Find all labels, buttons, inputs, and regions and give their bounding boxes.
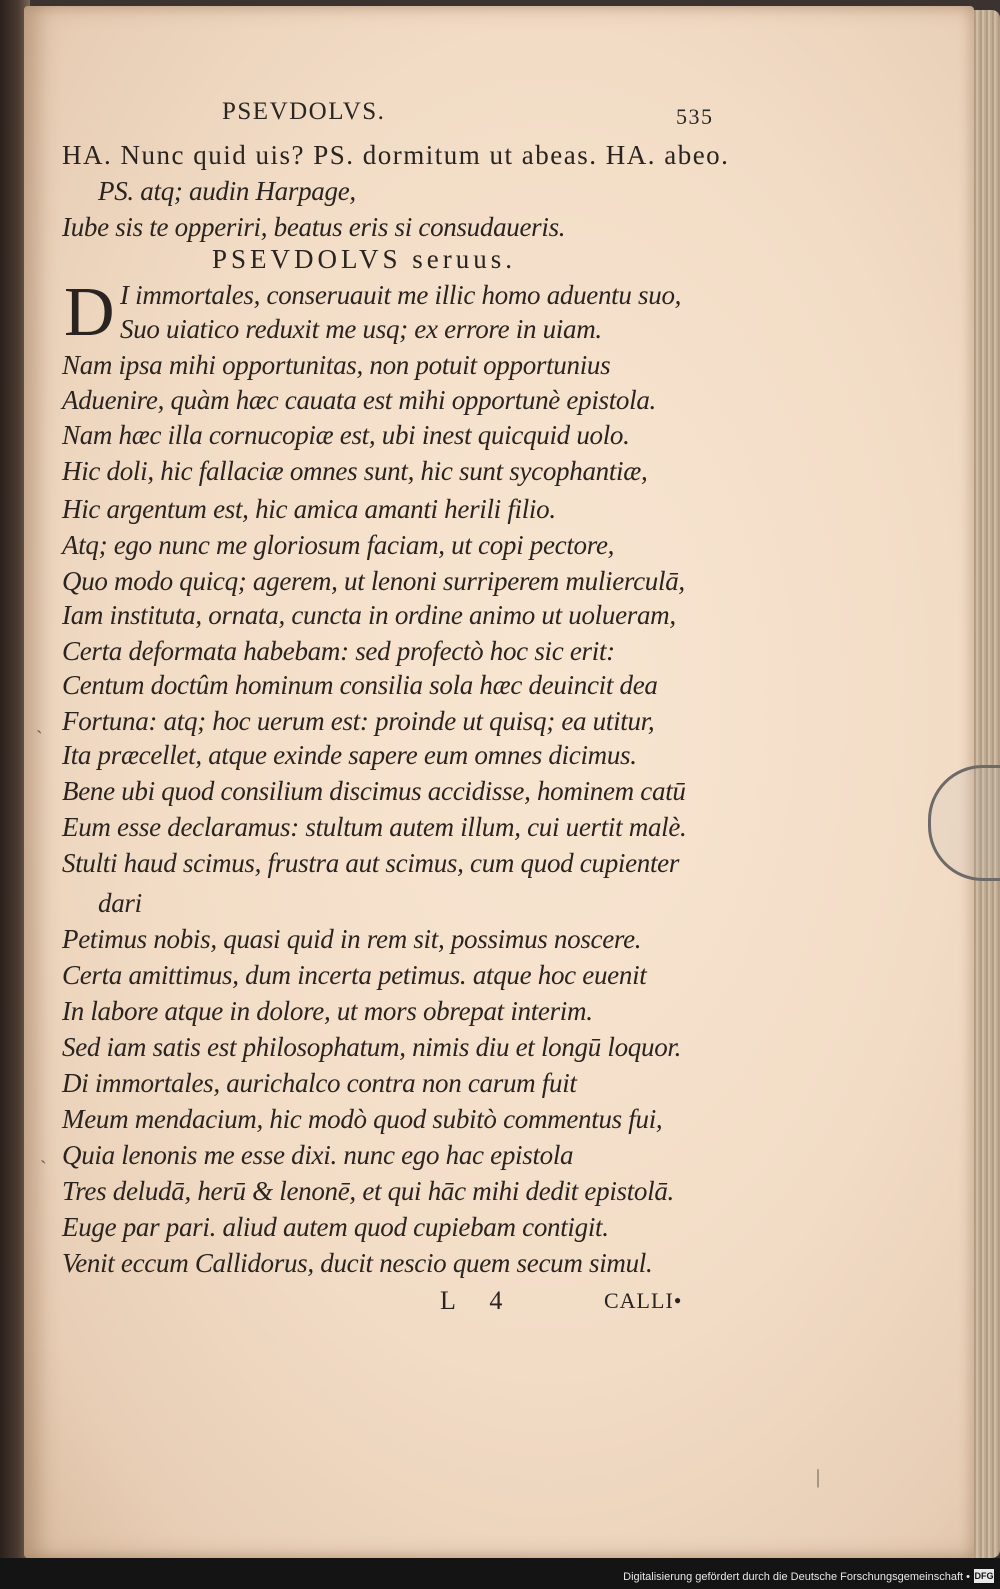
margin-mark: | <box>816 1466 821 1488</box>
text-line: Fortuna: atq; hoc uerum est: proinde ut quisq; ea utitur, <box>62 706 655 736</box>
page-number: 535 <box>676 104 714 129</box>
text-line: Iube sis te opperiri, beatus eris si consudaueris. <box>62 212 566 242</box>
text-line: PS. atq; audin Harpage, <box>98 176 356 206</box>
text-line: Sed iam satis est philosophatum, nimis diu et longū loquor. <box>62 1032 682 1062</box>
text-line: Venit eccum Callidorus, ducit nescio quem secum simul. <box>62 1248 653 1278</box>
catchword: CALLI• <box>604 1288 683 1313</box>
scene-heading: PSEVDOLVS seruus. <box>212 244 517 274</box>
text-line: dari <box>98 888 142 918</box>
text-line: In labore atque in dolore, ut mors obrepat interim. <box>62 996 593 1026</box>
text-line: Nam hæc illa cornucopiæ est, ubi inest quicquid uolo. <box>62 420 630 450</box>
text-line: Di immortales, aurichalco contra non carum fuit <box>62 1068 577 1098</box>
text-line: Centum doctûm hominum consilia sola hæc deuincit dea <box>62 670 658 700</box>
text-line: Tres deludā, herū & lenonē, et qui hāc mihi dedit epistolā. <box>62 1176 674 1206</box>
text-line: Atq; ego nunc me gloriosum faciam, ut copi pectore, <box>62 530 615 560</box>
running-head: PSEVDOLVS. <box>222 98 386 125</box>
dfg-logo: DFG <box>974 1571 994 1581</box>
margin-mark: ˏ <box>40 1142 47 1164</box>
funding-credit: Digitalisierung gefördert durch die Deutsche Forschungsgemeinschaft • <box>623 1571 970 1583</box>
text-line: Aduenire, quàm hæc cauata est mihi opportunè epistola. <box>62 385 656 415</box>
text-line: Certa amittimus, dum incerta petimus. atque hoc euenit <box>62 960 647 990</box>
text-line: Quia lenonis me esse dixi. nunc ego hac epistola <box>62 1140 574 1170</box>
text-line: Ita præcellet, atque exinde sapere eum omnes dicimus. <box>62 740 637 770</box>
text-line: Eum esse declaramus: stultum autem illum, cui uertit malè. <box>62 812 687 842</box>
signature-mark: L 4 <box>440 1286 517 1315</box>
text-line: Euge par pari. aliud autem quod cupiebam contigit. <box>62 1212 609 1242</box>
text-line: Suo uiatico reduxit me usq; ex errore in uiam. <box>120 314 602 344</box>
text-line: HA. Nunc quid uis? PS. dormitum ut abeas. HA. abeo. <box>62 140 730 170</box>
text-line: Nam ipsa mihi opportunitas, non potuit opportunius <box>62 350 611 380</box>
text-line: Petimus nobis, quasi quid in rem sit, possimus noscere. <box>62 924 642 954</box>
margin-mark: ˎ <box>36 712 43 734</box>
text-line: Meum mendacium, hic modò quod subitò commentus fui, <box>62 1104 663 1134</box>
text-line: Stulti haud scimus, frustra aut scimus, cum quod cupienter <box>62 848 680 878</box>
text-line: Quo modo quicq; agerem, ut lenoni surriperem mulierculā, <box>62 566 685 596</box>
text-line: Certa deformata habebam: sed profectò hoc sic erit: <box>62 636 615 666</box>
text-line: Bene ubi quod consilium discimus accidisse, hominem catū <box>62 776 686 806</box>
text-line: I immortales, conseruauit me illic homo aduentu suo, <box>120 280 682 310</box>
drop-cap: D <box>64 274 115 351</box>
text-line: Hic doli, hic fallaciæ omnes sunt, hic sunt sycophantiæ, <box>62 456 648 486</box>
text-line: Hic argentum est, hic amica amanti herili filio. <box>62 494 556 524</box>
text-line: Iam instituta, ornata, cuncta in ordine animo ut uolueram, <box>62 600 676 630</box>
